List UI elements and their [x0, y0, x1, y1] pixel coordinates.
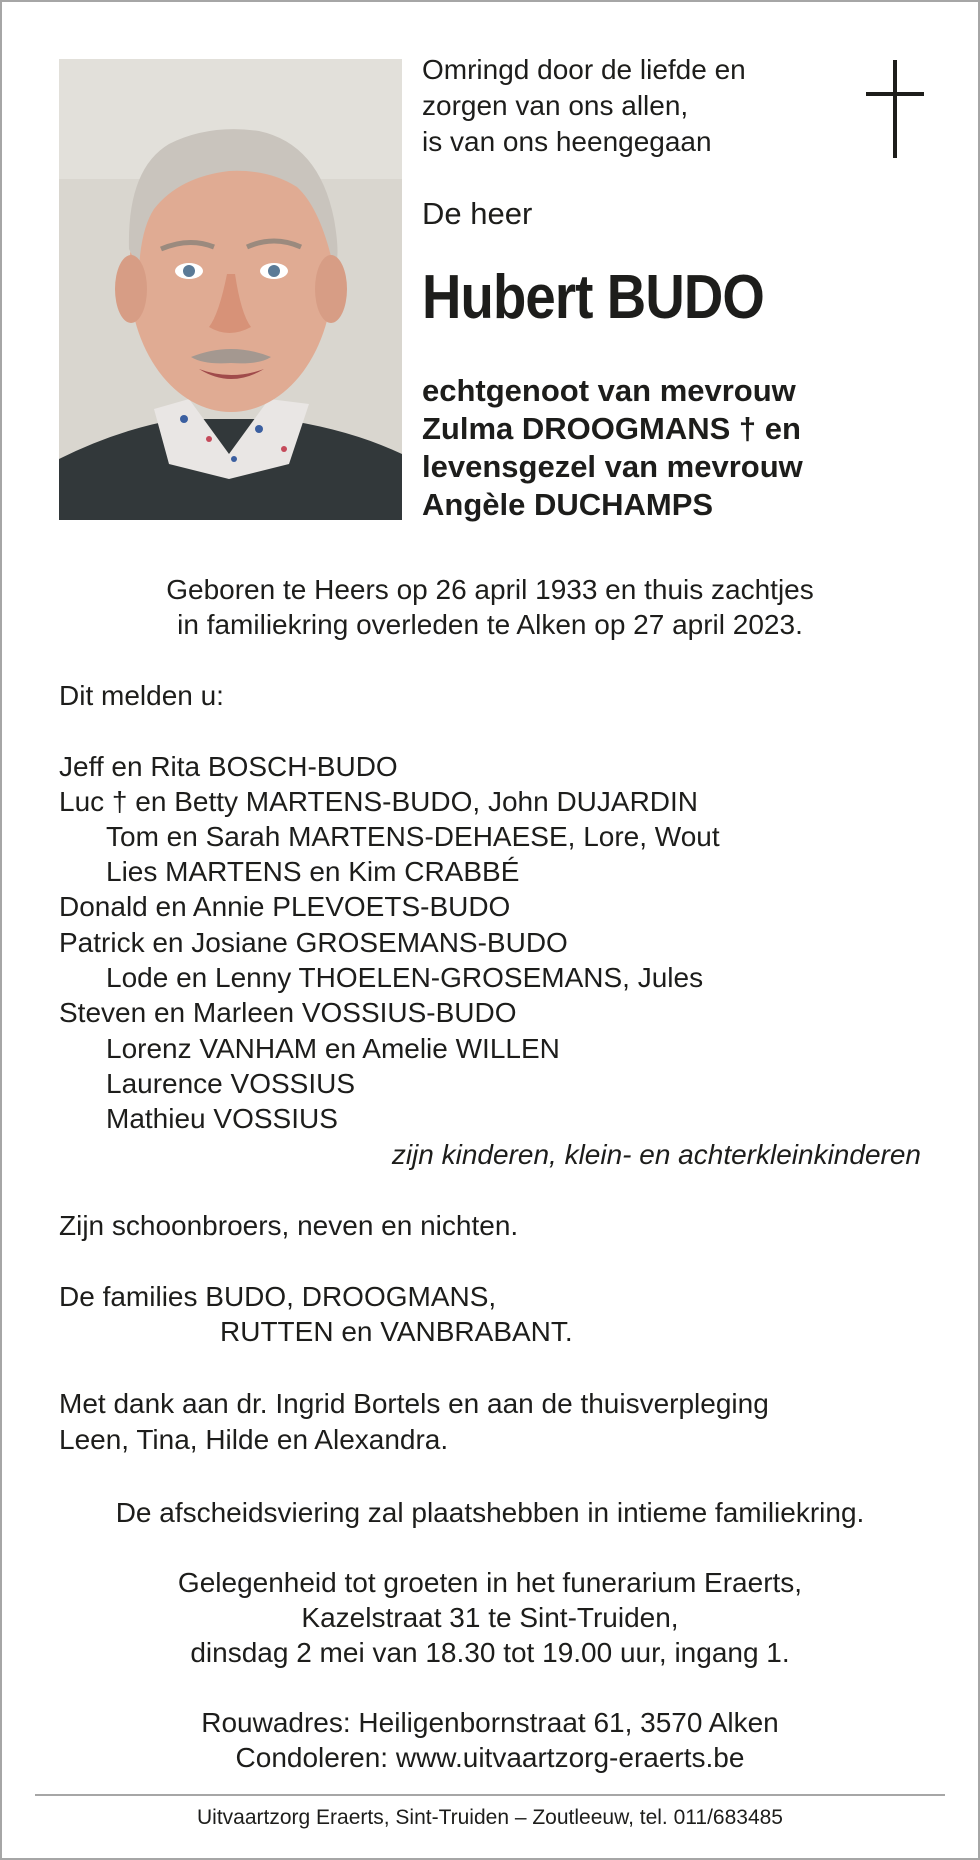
intro-line: is van ons heengegaan: [422, 126, 712, 157]
birth-death-line: in familiekring overleden te Alken op 27 april 2023.: [177, 609, 803, 640]
spouse-line: Zulma DROOGMANS † en: [422, 411, 801, 446]
footer-divider: [35, 1794, 945, 1796]
spouse-line: Angèle DUCHAMPS: [422, 487, 714, 522]
family-line: Luc † en Betty MARTENS-BUDO, John DUJARDIN: [59, 786, 699, 817]
inlaws-text: Zijn schoonbroers, neven en nichten.: [59, 1210, 519, 1241]
family-line: Jeff en Rita BOSCH-BUDO: [59, 751, 398, 782]
address-text: [0, 1705, 980, 1775]
spouse-line: echtgenoot van mevrouw: [422, 373, 796, 408]
family-line: Steven en Marleen VOSSIUS-BUDO: [59, 997, 517, 1028]
spouse-line: levensgezel van mevrouw: [422, 449, 803, 484]
family-line: Mathieu VOSSIUS: [106, 1103, 338, 1134]
intro-line: Omringd door de liefde en: [422, 54, 746, 85]
footer-text: Uitvaartzorg Eraerts, Sint-Truiden – Zoutleeuw, tel. 011/683485: [197, 1806, 783, 1829]
visitation-line: Gelegenheid tot groeten in het funerarium Eraerts,: [177, 1567, 803, 1598]
thanks-text: [59, 1386, 769, 1458]
ceremony-text: De afscheidsviering zal plaatshebben in intieme familiekring.: [115, 1497, 865, 1528]
address-line: Rouwadres: Heiligenbornstraat 61, 3570 Alken: [201, 1707, 779, 1738]
spouse-text: [422, 372, 803, 524]
family-line: Patrick en Josiane GROSEMANS-BUDO: [59, 927, 568, 958]
birth-death-line: Geboren te Heers op 26 april 1933 en thuis zachtjes: [166, 574, 814, 605]
family-line: Lies MARTENS en Kim CRABBÉ: [106, 856, 520, 887]
thanks-line: Met dank aan dr. Ingrid Bortels en aan de thuisverpleging: [59, 1388, 769, 1419]
family-line: Donald en Annie PLEVOETS-BUDO: [59, 891, 511, 922]
birth-death-text: [0, 572, 980, 642]
honorific: De heer: [422, 196, 533, 231]
families-line: De families BUDO, DROOGMANS,: [59, 1281, 497, 1312]
visitation-text: [0, 1565, 980, 1670]
visitation-line: Kazelstraat 31 te Sint-Truiden,: [301, 1602, 679, 1633]
family-line: Tom en Sarah MARTENS-DEHAESE, Lore, Wout: [106, 821, 720, 852]
family-line: Lode en Lenny THOELEN-GROSEMANS, Jules: [106, 962, 704, 993]
cross-icon: [866, 60, 924, 158]
relation-text: zijn kinderen, klein- en achterkleinkinderen: [391, 1139, 921, 1170]
announce-text: Dit melden u:: [59, 680, 224, 711]
portrait-photo: [59, 59, 402, 520]
intro-text: [422, 52, 746, 160]
condolence-link[interactable]: Condoleren: www.uitvaartzorg-eraerts.be: [235, 1742, 745, 1773]
thanks-line: Leen, Tina, Hilde en Alexandra.: [59, 1424, 449, 1455]
families-line: RUTTEN en VANBRABANT.: [220, 1316, 573, 1347]
deceased-name: Hubert BUDO: [422, 263, 764, 332]
intro-line: zorgen van ons allen,: [422, 90, 689, 121]
family-line: Lorenz VANHAM en Amelie WILLEN: [106, 1033, 560, 1064]
visitation-line: dinsdag 2 mei van 18.30 tot 19.00 uur, ingang 1.: [190, 1637, 790, 1668]
family-line: Laurence VOSSIUS: [106, 1068, 356, 1099]
